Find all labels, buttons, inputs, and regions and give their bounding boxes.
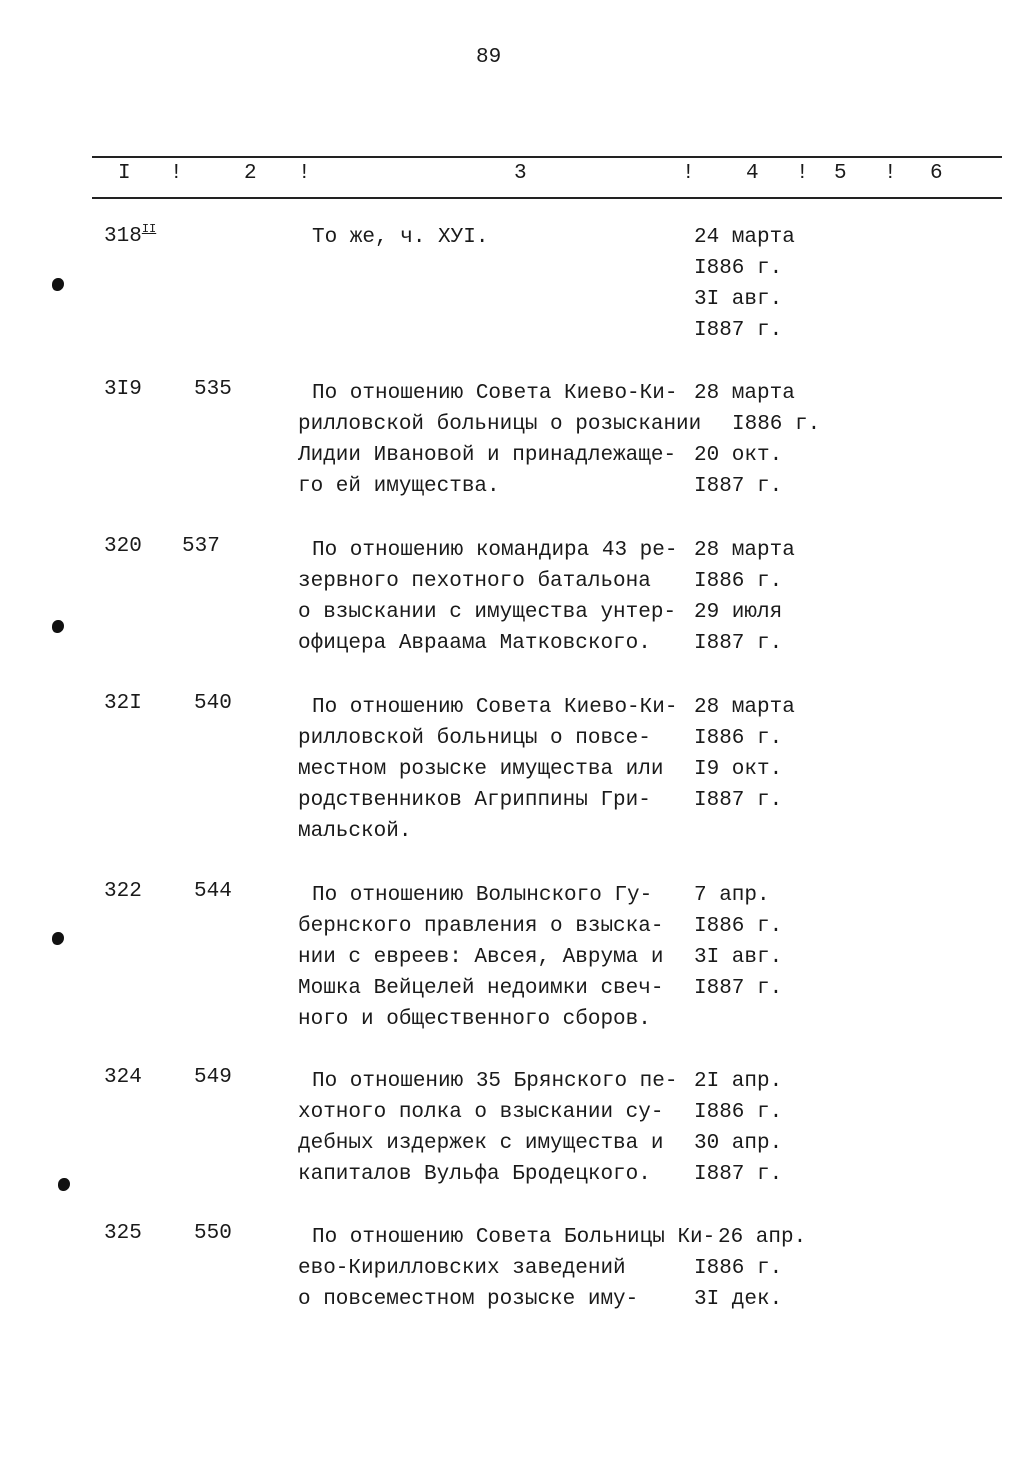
description-line: местном розыске имущества или bbox=[298, 758, 664, 781]
entry-reference: 540 bbox=[194, 692, 232, 715]
entry-number: 32I bbox=[104, 692, 142, 715]
entry-reference: 544 bbox=[194, 880, 232, 903]
entry-number: 3I9 bbox=[104, 378, 142, 401]
description-line: го ей имущества. bbox=[298, 475, 500, 498]
column-header-6: 6 bbox=[930, 162, 943, 185]
entry-number-superscript: II bbox=[141, 222, 157, 236]
column-separator: ! bbox=[796, 162, 809, 185]
entry-number: 320 bbox=[104, 535, 142, 558]
date-line: 26 апр. bbox=[718, 1226, 807, 1249]
entry-description bbox=[298, 378, 702, 502]
punch-hole-mark bbox=[52, 932, 64, 945]
date-line: 28 марта bbox=[694, 539, 795, 562]
description-line: Лидии Ивановой и принадлежаще- bbox=[298, 444, 677, 467]
entry-number: 324 bbox=[104, 1066, 142, 1089]
date-line: I9 окт. bbox=[694, 758, 783, 781]
description-line: ево-Кирилловских заведений bbox=[298, 1257, 626, 1280]
date-line: 28 марта bbox=[694, 382, 795, 405]
entry-dates bbox=[694, 535, 795, 659]
description-line: По отношению Совета Больницы Ки- bbox=[312, 1226, 716, 1249]
entry-description bbox=[298, 535, 690, 659]
date-line: 3I дек. bbox=[694, 1288, 783, 1311]
column-header-4: 4 bbox=[746, 162, 759, 185]
entry-description bbox=[298, 692, 690, 847]
punch-hole-mark bbox=[52, 278, 64, 291]
page-number: 89 bbox=[476, 46, 502, 69]
entry-dates bbox=[694, 378, 820, 502]
entry-dates bbox=[694, 222, 795, 346]
entry-dates bbox=[694, 1066, 782, 1190]
date-line: 29 июля bbox=[694, 601, 783, 624]
description-line: офицера Авраама Матковского. bbox=[298, 632, 651, 655]
date-line: 24 марта bbox=[694, 226, 795, 249]
column-header-2: 2 bbox=[244, 162, 257, 185]
date-line: I887 г. bbox=[694, 789, 783, 812]
description-line: дебных издержек с имущества и bbox=[298, 1132, 664, 1155]
description-line: капиталов Вульфа Бродецкого. bbox=[298, 1163, 651, 1186]
date-line: I886 г. bbox=[694, 1101, 783, 1124]
entry-number: 325 bbox=[104, 1222, 142, 1245]
description-line: рилловской больницы о повсе- bbox=[298, 727, 651, 750]
description-line: хотного полка о взыскании су- bbox=[298, 1101, 664, 1124]
date-line: 7 апр. bbox=[694, 884, 770, 907]
description-line: бернского правления о взыска- bbox=[298, 915, 664, 938]
entry-description bbox=[312, 222, 704, 253]
entry-description bbox=[298, 1066, 690, 1190]
entry-dates bbox=[694, 880, 782, 1004]
description-line: Мошка Вейцелей недоимки свеч- bbox=[298, 977, 664, 1000]
entry-reference: 549 bbox=[194, 1066, 232, 1089]
column-header-1: I bbox=[118, 162, 131, 185]
entry-description bbox=[298, 1222, 716, 1315]
entry-number: $318^{II}$ bbox=[104, 222, 157, 248]
date-line: I886 г. bbox=[732, 413, 821, 436]
punch-hole-mark bbox=[52, 620, 64, 633]
description-line: мальской. bbox=[298, 820, 412, 843]
punch-hole-mark bbox=[58, 1178, 70, 1191]
date-line: 3I авг. bbox=[694, 288, 783, 311]
entry-reference: 537 bbox=[182, 535, 220, 558]
date-line: I887 г. bbox=[694, 1163, 783, 1186]
description-line: о взыскании с имущества унтер- bbox=[298, 601, 677, 624]
date-line: I886 г. bbox=[694, 257, 783, 280]
date-line: I887 г. bbox=[694, 977, 783, 1000]
column-separator: ! bbox=[682, 162, 695, 185]
date-line: I886 г. bbox=[694, 1257, 783, 1280]
description-line: По отношению Совета Киево-Ки- bbox=[312, 696, 678, 719]
description-line: По отношению командира 43 ре- bbox=[312, 539, 678, 562]
description-line: По отношению Волынского Гу- bbox=[312, 884, 653, 907]
description-line: По отношению 35 Брянского пе- bbox=[312, 1070, 678, 1093]
entry-description bbox=[298, 880, 690, 1035]
column-separator: ! bbox=[884, 162, 897, 185]
date-line: I887 г. bbox=[694, 632, 783, 655]
date-line: I886 г. bbox=[694, 570, 783, 593]
column-header-3: 3 bbox=[514, 162, 527, 185]
entry-dates bbox=[694, 692, 795, 816]
date-line: I886 г. bbox=[694, 727, 783, 750]
description-line: о повсеместном розыске иму- bbox=[298, 1288, 639, 1311]
date-line: 20 окт. bbox=[694, 444, 783, 467]
entry-reference: 535 bbox=[194, 378, 232, 401]
description-line: рилловской больницы о розыскании bbox=[298, 413, 702, 436]
description-line: родственников Агриппины Гри- bbox=[298, 789, 651, 812]
column-separator: ! bbox=[298, 162, 311, 185]
column-header-5: 5 bbox=[834, 162, 847, 185]
date-line: 30 апр. bbox=[694, 1132, 783, 1155]
description-line: ного и общественного сборов. bbox=[298, 1008, 651, 1031]
description-line: зервного пехотного батальона bbox=[298, 570, 651, 593]
entry-number: 322 bbox=[104, 880, 142, 903]
date-line: I887 г. bbox=[694, 319, 783, 342]
description-line: По отношению Совета Киево-Ки- bbox=[312, 382, 678, 405]
date-line: 2I апр. bbox=[694, 1070, 783, 1093]
date-line: 3I авг. bbox=[694, 946, 783, 969]
description-line: нии с евреев: Авсея, Аврума и bbox=[298, 946, 664, 969]
table-header-rule bbox=[92, 197, 1002, 199]
description-line: То же, ч. ХУI. bbox=[312, 226, 489, 249]
date-line: 28 марта bbox=[694, 696, 795, 719]
date-line: I887 г. bbox=[694, 475, 783, 498]
table-top-rule bbox=[92, 156, 1002, 158]
entry-reference: 550 bbox=[194, 1222, 232, 1245]
entry-dates bbox=[694, 1222, 807, 1315]
column-separator: ! bbox=[170, 162, 183, 185]
date-line: I886 г. bbox=[694, 915, 783, 938]
